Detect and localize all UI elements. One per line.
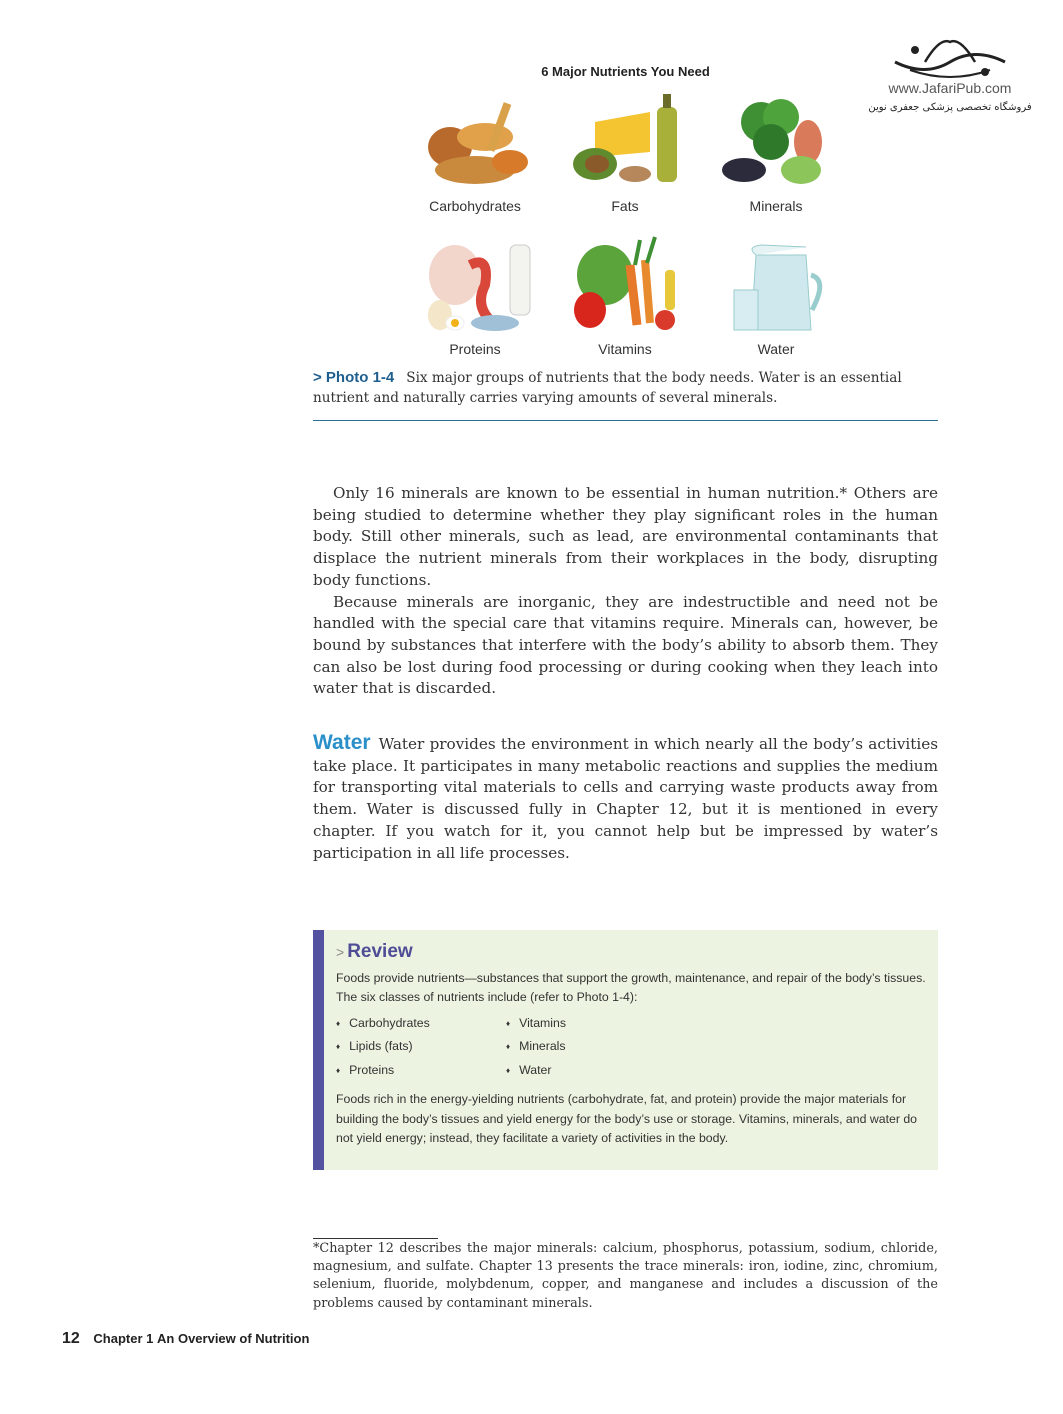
water-section	[313, 732, 938, 864]
review-summary: Foods rich in the energy-yielding nutrients (carbohydrate, fat, and protein) provide the major materials for building the body’s tissues and yield energy for the body’s use or storage. Vitamins, minerals, and water do not yield energy; instead, they facilitate a variety of activities in the body.	[336, 1092, 918, 1145]
section-heading-water: Water	[313, 731, 371, 754]
chapter-label: Chapter 1	[93, 1331, 154, 1346]
footnote: *Chapter 12 describes the major minerals: calcium, phosphorus, potassium, sodium, chloride, magnesium, and sulfate. Chapter 13 presents the trace minerals: iron, iodine, zinc, chromium, selenium, fluoride, molybdenum, copper, and manganese and includes a discussion of the problems caused by contaminant minerals.	[313, 1241, 938, 1311]
list-item: ♦ Vitamins	[506, 1014, 706, 1038]
nutrient-proteins	[400, 235, 550, 357]
watermark-url: www.JafariPub.com	[888, 80, 1012, 96]
photo-label: > Photo 1-4	[313, 369, 395, 386]
footnote-divider	[313, 1238, 438, 1239]
nutrient-label: Fats	[611, 198, 639, 214]
caption-text: Six major groups of nutrients that the body needs. Water is an essential nutrient and naturally carries varying amounts of several minerals.	[313, 370, 902, 406]
nutrient-label: Proteins	[449, 341, 501, 357]
nutrient-label: Vitamins	[598, 341, 652, 357]
chapter-title: An Overview of Nutrition	[157, 1331, 310, 1346]
list-item: ♦ Lipids (fats)	[336, 1037, 506, 1061]
figure-title: 6 Major Nutrients You Need	[541, 64, 710, 79]
list-item: ♦ Minerals	[506, 1037, 706, 1061]
broccoli-mussel-icon	[716, 92, 836, 192]
list-item: ♦ Water	[506, 1061, 706, 1085]
page-footer	[62, 1330, 309, 1348]
nutrient-label: Water	[757, 341, 795, 357]
paragraph: Because minerals are inorganic, they are indestructible and need not be handled with the special care that vitamins require. Minerals can, however, be bound by substances that interfere with the body’s ability to absorb them. They can also be lost during food processing or during cooking when they leach into water that is discarded.	[313, 592, 938, 698]
watermark-persian-text: فروشگاه تخصصی پزشکی جعفری نوین	[868, 102, 1032, 113]
list-item: ♦ Carbohydrates	[336, 1014, 506, 1038]
cheese-oil-icon	[565, 92, 685, 192]
vegetables-icon	[565, 235, 685, 335]
list-item: ♦ Proteins	[336, 1061, 506, 1085]
paragraph: Only 16 minerals are known to be essential in human nutrition.* Others are being studied to determine whether they play significant roles in the human body. Still other minerals, such as lead, are environmental contaminants that displace the nutrient minerals from their workplaces in the body, disrupting body functions.	[313, 484, 938, 589]
minerals-text	[313, 483, 938, 700]
figure-caption	[313, 368, 938, 421]
review-heading	[336, 942, 926, 963]
nutrient-minerals	[701, 92, 851, 214]
page-number: 12	[62, 1330, 80, 1347]
nutrient-fats	[550, 92, 700, 214]
nutrient-carbohydrates	[400, 92, 550, 214]
nutrient-list	[336, 1014, 926, 1085]
review-title: Review	[347, 941, 413, 962]
nutrient-vitamins	[550, 235, 700, 357]
water-pitcher-icon	[716, 235, 836, 335]
paragraph: Water provides the environment in which nearly all the body’s activities take place. It participates in many metabolic reactions and supplies the medium for transporting vital materials to cells and carrying waste products away from them. Water is discussed fully in Chapter 12, but it is mentioned in every chapter. If you watch for it, you cannot help but be impressed by water’s participation in all life processes.	[313, 735, 938, 862]
nutrient-water	[701, 235, 851, 357]
chevron-right-icon: >	[336, 944, 345, 960]
bread-icon	[415, 92, 535, 192]
review-intro: Foods provide nutrients—substances that support the growth, maintenance, and repair of the body’s tissues. The six classes of nutrients include (refer to Photo 1-4):	[336, 970, 926, 1004]
review-box	[313, 930, 938, 1170]
meat-egg-icon	[415, 235, 535, 335]
nutrient-label: Carbohydrates	[429, 198, 521, 214]
nutrient-label: Minerals	[749, 198, 803, 214]
